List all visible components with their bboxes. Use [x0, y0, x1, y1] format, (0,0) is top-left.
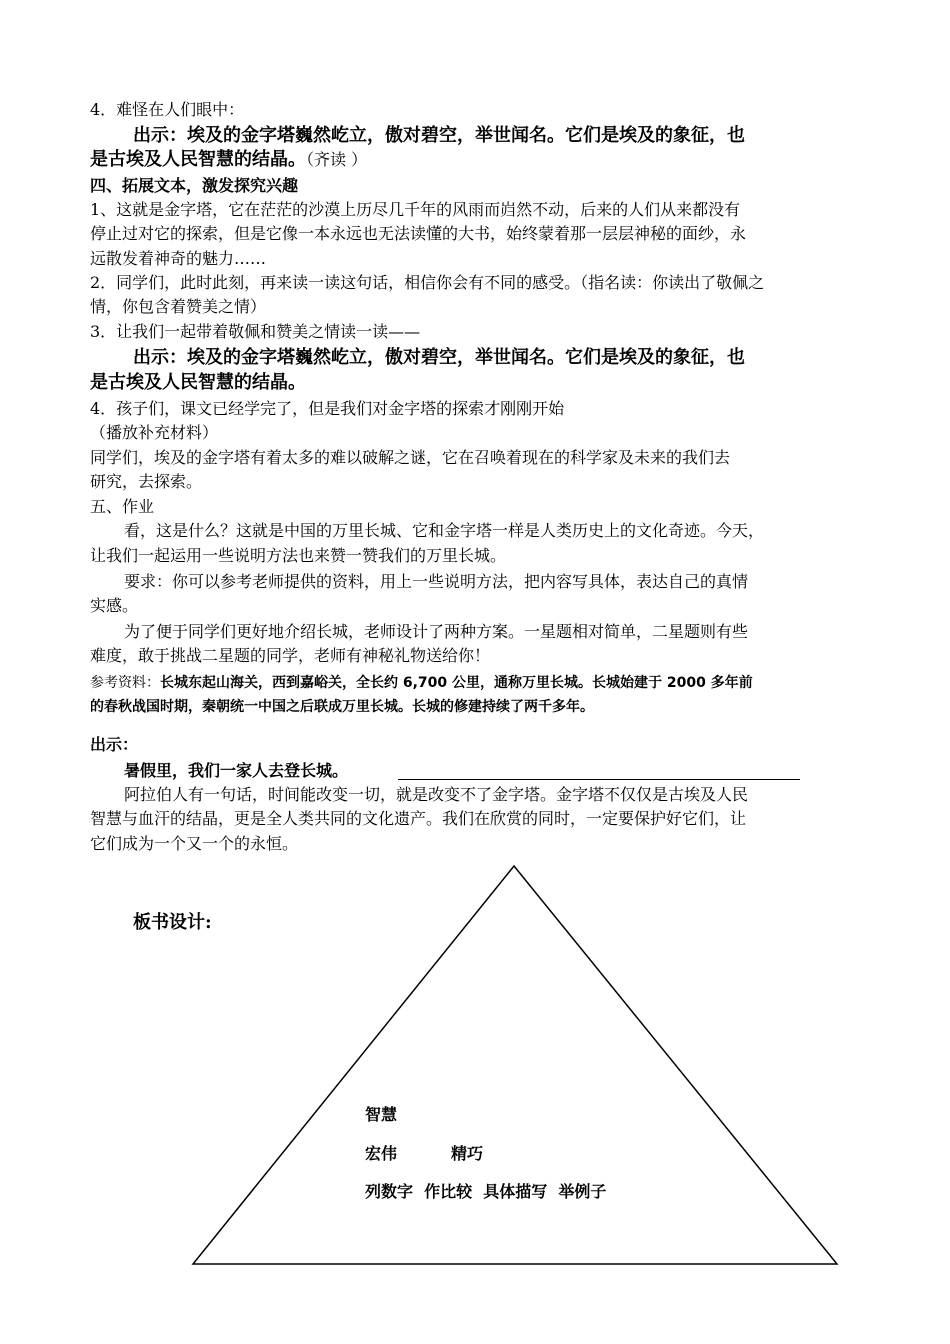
board-row-delicate: 精巧: [451, 1144, 484, 1163]
para-line: 让我们一起运用一些说明方法也来赞一赞我们的万里长城。: [90, 546, 507, 565]
para-line: 1、这就是金字塔，它在茫茫的沙漠上历尽几千年的风雨而岿然不动，后来的人们从来都没有: [90, 200, 741, 219]
para-line: 研究，去探索。: [90, 472, 203, 491]
para-line: 要求：你可以参考老师提供的资料，用上一些说明方法，把内容写具体，表达自己的真情: [124, 572, 749, 591]
para-line: 2．同学们，此时此刻，再来读一读这句话，相信你会有不同的感受。（指名读：你读出了敬佩之: [90, 273, 765, 292]
quote-line: 是古埃及人民智慧的结晶。: [90, 372, 306, 393]
para-line: 4．难怪在人们眼中：: [90, 100, 245, 119]
board-row-grand: 宏伟: [365, 1144, 398, 1163]
quote-line: 出示：埃及的金字塔巍然屹立，傲对碧空，举世闻名。它们是埃及的象征，也: [133, 347, 745, 368]
board-design-title: 板书设计:: [133, 912, 212, 933]
para-line: 看，这是什么？这就是中国的万里长城、它和金字塔一样是人类历史上的文化奇迹。今天，: [124, 521, 765, 540]
para-line: 实感。: [90, 596, 139, 615]
quote-text: 是古埃及人民智慧的结晶。: [90, 149, 306, 170]
para-line: 难度，敢于挑战二星题的同学，老师有神秘礼物送给你！: [90, 646, 491, 665]
reference-text: 长城东起山海关，西到嘉峪关，全长约 6,700 公里，通称万里长城。长城始建于 2000 多年前: [160, 675, 753, 691]
para-line: 阿拉伯人有一句话，时间能改变一切，就是改变不了金字塔。金字塔不仅仅是古埃及人民: [124, 785, 749, 804]
para-line: 远散发着神奇的魅力……: [90, 249, 267, 268]
para-line: 同学们，埃及的金字塔有着太多的难以破解之谜，它在召唤着现在的科学家及未来的我们去: [90, 448, 731, 467]
show-label: 出示：: [90, 735, 139, 754]
note-text: （齐读 ）: [306, 150, 368, 169]
para-line: 情，你包含着赞美之情）: [90, 297, 267, 316]
reference-label: 参考资料：: [90, 675, 160, 691]
board-row-methods: 列数字 作比较 具体描写 举例子: [365, 1182, 607, 1201]
prompt-line: 暑假里，我们一家人去登长城。: [124, 761, 349, 780]
section-heading: 五、作业: [90, 497, 155, 516]
para-line: 停止过对它的探索，但是它像一本永远也无法读懂的大书，始终蒙着那一层层神秘的面纱，永: [90, 224, 747, 243]
board-row-wisdom: 智慧: [365, 1105, 398, 1124]
para-line: （播放补充材料）: [90, 423, 219, 442]
para-line: 3．让我们一起带着敬佩和赞美之情读一读——: [90, 322, 421, 341]
para-line: 4．孩子们，课文已经学完了，但是我们对金字塔的探索才刚刚开始: [90, 399, 565, 418]
quote-line: 出示：埃及的金字塔巍然屹立，傲对碧空，举世闻名。它们是埃及的象征，也: [133, 125, 745, 146]
section-heading: 四、拓展文本，激发探究兴趣: [90, 176, 299, 195]
para-line: 智慧与血汗的结晶，更是全人类共同的文化遗产。我们在欣赏的同时，一定要保护好它们，让: [90, 809, 747, 828]
reference-line: 的春秋战国时期，秦朝统一中国之后联成万里长城。长城的修建持续了两千多年。: [90, 699, 594, 715]
para-line: 它们成为一个又一个的永恒。: [90, 834, 299, 853]
para-line: 为了便于同学们更好地介绍长城，老师设计了两种方案。一星题相对简单，二星题则有些: [124, 622, 749, 641]
